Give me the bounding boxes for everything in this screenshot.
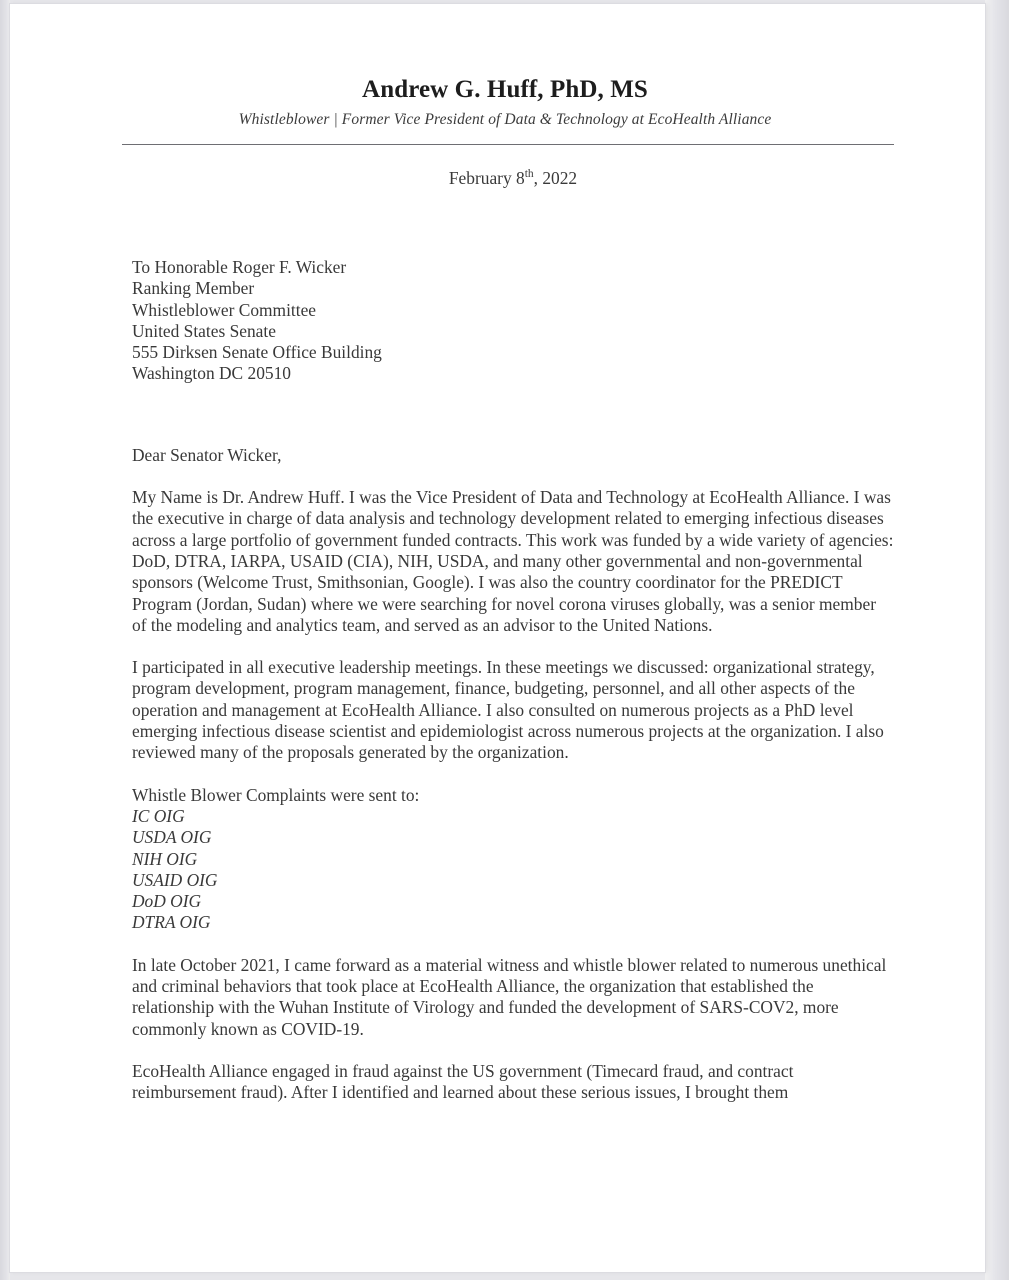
list-item: USAID OIG [132, 869, 218, 890]
date-year: , 2022 [533, 168, 578, 188]
address-line: To Honorable Roger F. Wicker [132, 257, 347, 277]
date-ordinal-suffix: th [524, 168, 534, 181]
complaints-intro: Whistle Blower Complaints were sent to: [132, 784, 420, 805]
body-paragraph-3: In late October 2021, I came forward as a material witness and whistle blower related to numerous unethical and criminal behaviors that took place at EcoHealth Alliance, the organization that established the relationship with the Wuhan Institute of Virology and funded the development of SARS-COV2, more commonly known as COVID-19. [132, 954, 887, 1039]
address-line: Ranking Member [132, 278, 255, 299]
document-page [10, 4, 985, 1272]
list-item: DTRA OIG [132, 912, 211, 933]
date-line [132, 168, 894, 189]
letterhead [120, 76, 890, 130]
recipient-address [132, 257, 894, 385]
page-title: Andrew G. Huff, PhD, MS [362, 76, 648, 103]
body-paragraph-1: My Name is Dr. Andrew Huff. I was the Vice President of Data and Technology at EcoHealth Alliance. I was the executive in charge of data analysis and technology development related to emerging infectious diseases across a large portfolio of government funded contracts. This work was funded by a wide variety of agencies: DoD, DTRA, IARPA, USAID (CIA), NIH, USDA, and many other governmental and non-governmental sponsors (Welcome Trust, Smithsonian, Google). I was also the country coordinator for the PREDICT Program (Jordan, Sudan) where we were searching for novel corona viruses globally, was a senior member of the modeling and analytics team, and served as an advisor to the United Nations. [132, 487, 894, 635]
list-item: IC OIG [132, 805, 185, 826]
address-line: Washington DC 20510 [132, 363, 291, 384]
header-divider [122, 144, 894, 145]
list-item: DoD OIG [132, 891, 202, 912]
letterhead-subtitle: Whistleblower | Former Vice President of Data & Technology at EcoHealth Alliance [238, 111, 772, 128]
list-item: USDA OIG [132, 827, 212, 848]
letter-body [132, 168, 894, 1104]
address-line: 555 Dirksen Senate Office Building [132, 342, 382, 363]
address-line: United States Senate [132, 320, 276, 341]
body-paragraph-2: I participated in all executive leadership meetings. In these meetings we discussed: organizational strategy, program development, program management, finance, budgeting, personnel, and all other aspects of the operation and management at EcoHealth Alliance. I also consulted on numerous projects as a PhD level emerging infectious disease scientist and epidemiologist across numerous projects at the organization. I also reviewed many of the proposals generated by the organization. [132, 657, 884, 763]
body-paragraph-4: EcoHealth Alliance engaged in fraud against the US government (Timecard fraud, and contract reimbursement fraud). After I identified and learned about these serious issues, I brought them [132, 1060, 794, 1103]
salutation: Dear Senator Wicker, [132, 444, 282, 465]
page-gutter-right [985, 0, 1009, 1280]
address-line: Whistleblower Committee [132, 299, 317, 320]
complaint-recipient-list [132, 806, 894, 934]
date-month-day: February 8 [448, 168, 525, 188]
list-item: NIH OIG [132, 848, 198, 869]
page-gutter-left [0, 0, 10, 1280]
